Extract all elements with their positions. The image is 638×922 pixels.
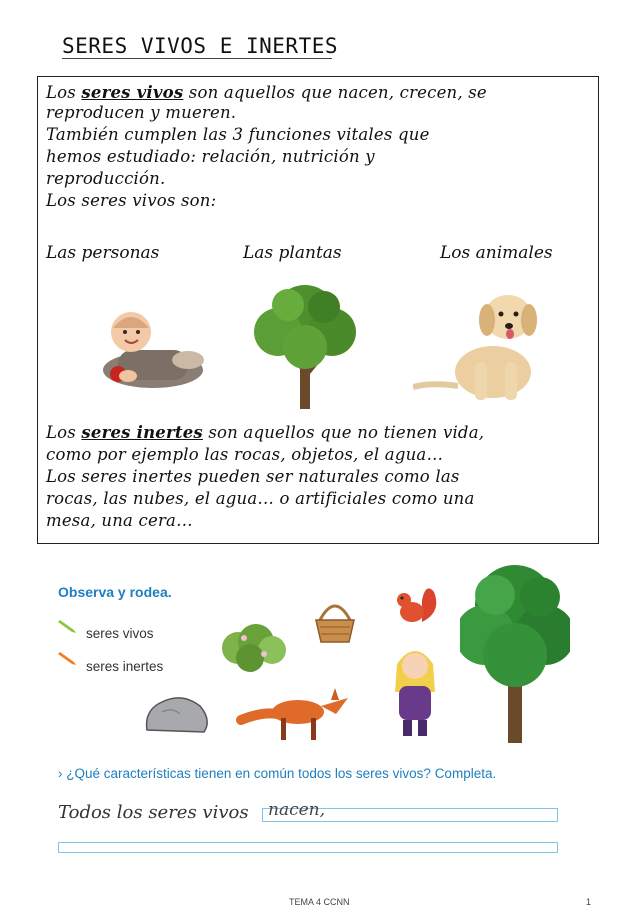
p2-line5: mesa, una cera… [46, 511, 193, 530]
example-animals-label: Los animales [440, 243, 553, 263]
p1-line3: También cumplen las 3 funciones vitales que [46, 125, 430, 144]
legend-inert: seres inertes [86, 659, 164, 674]
p2-line4: rocas, las nubes, el agua… o artificiales como una [46, 489, 475, 508]
bush-image [218, 618, 288, 673]
p1-line5: reproducción. [46, 169, 166, 188]
big-tree-image [460, 555, 570, 745]
orange-crayon-icon [58, 650, 78, 666]
legend-living: seres vivos [86, 626, 154, 641]
page-number: 1 [586, 897, 592, 907]
term-seres-vivos: seres vivos [81, 83, 184, 102]
p2-line2: como por ejemplo las rocas, objetos, el agua… [46, 445, 444, 464]
footer-label: TEMA 4 CCNN [289, 897, 350, 907]
exercise-heading: Observa y rodea. [58, 584, 172, 600]
title-underline [62, 58, 332, 59]
tree-image [248, 277, 363, 412]
answer-label: Todos los seres vivos [58, 802, 249, 823]
green-crayon-icon [58, 618, 78, 634]
arrow-icon: › [58, 766, 63, 781]
example-people-label: Las personas [46, 243, 160, 263]
answer-value: nacen, [268, 800, 326, 820]
answer-field-2[interactable] [58, 842, 558, 853]
p1-line6: Los seres vivos son: [46, 191, 217, 210]
rock-image [142, 692, 212, 737]
p1-line2: reproducen y mueren. [46, 103, 237, 122]
baby-image [88, 292, 208, 402]
p2-line1: Los seres inertes son aquellos que no tienen vida, [46, 423, 485, 442]
term-seres-inertes: seres inertes [81, 423, 203, 442]
p1-line4: hemos estudiado: relación, nutrición y [46, 147, 375, 166]
squirrel-image [392, 582, 442, 627]
example-plants-label: Las plantas [243, 243, 342, 263]
definition-box [37, 76, 599, 544]
basket-image [312, 592, 358, 647]
fox-image [236, 680, 354, 742]
exercise-question: › ¿Qué características tienen en común todos los seres vivos? Completa. [58, 766, 497, 781]
dog-image [413, 282, 553, 407]
p1-line1: Los seres vivos son aquellos que nacen, crecen, se [46, 83, 487, 102]
p2-line3: Los seres inertes pueden ser naturales como las [46, 467, 460, 486]
page-title: SERES VIVOS E INERTES [62, 34, 339, 58]
girl-image [385, 642, 445, 738]
